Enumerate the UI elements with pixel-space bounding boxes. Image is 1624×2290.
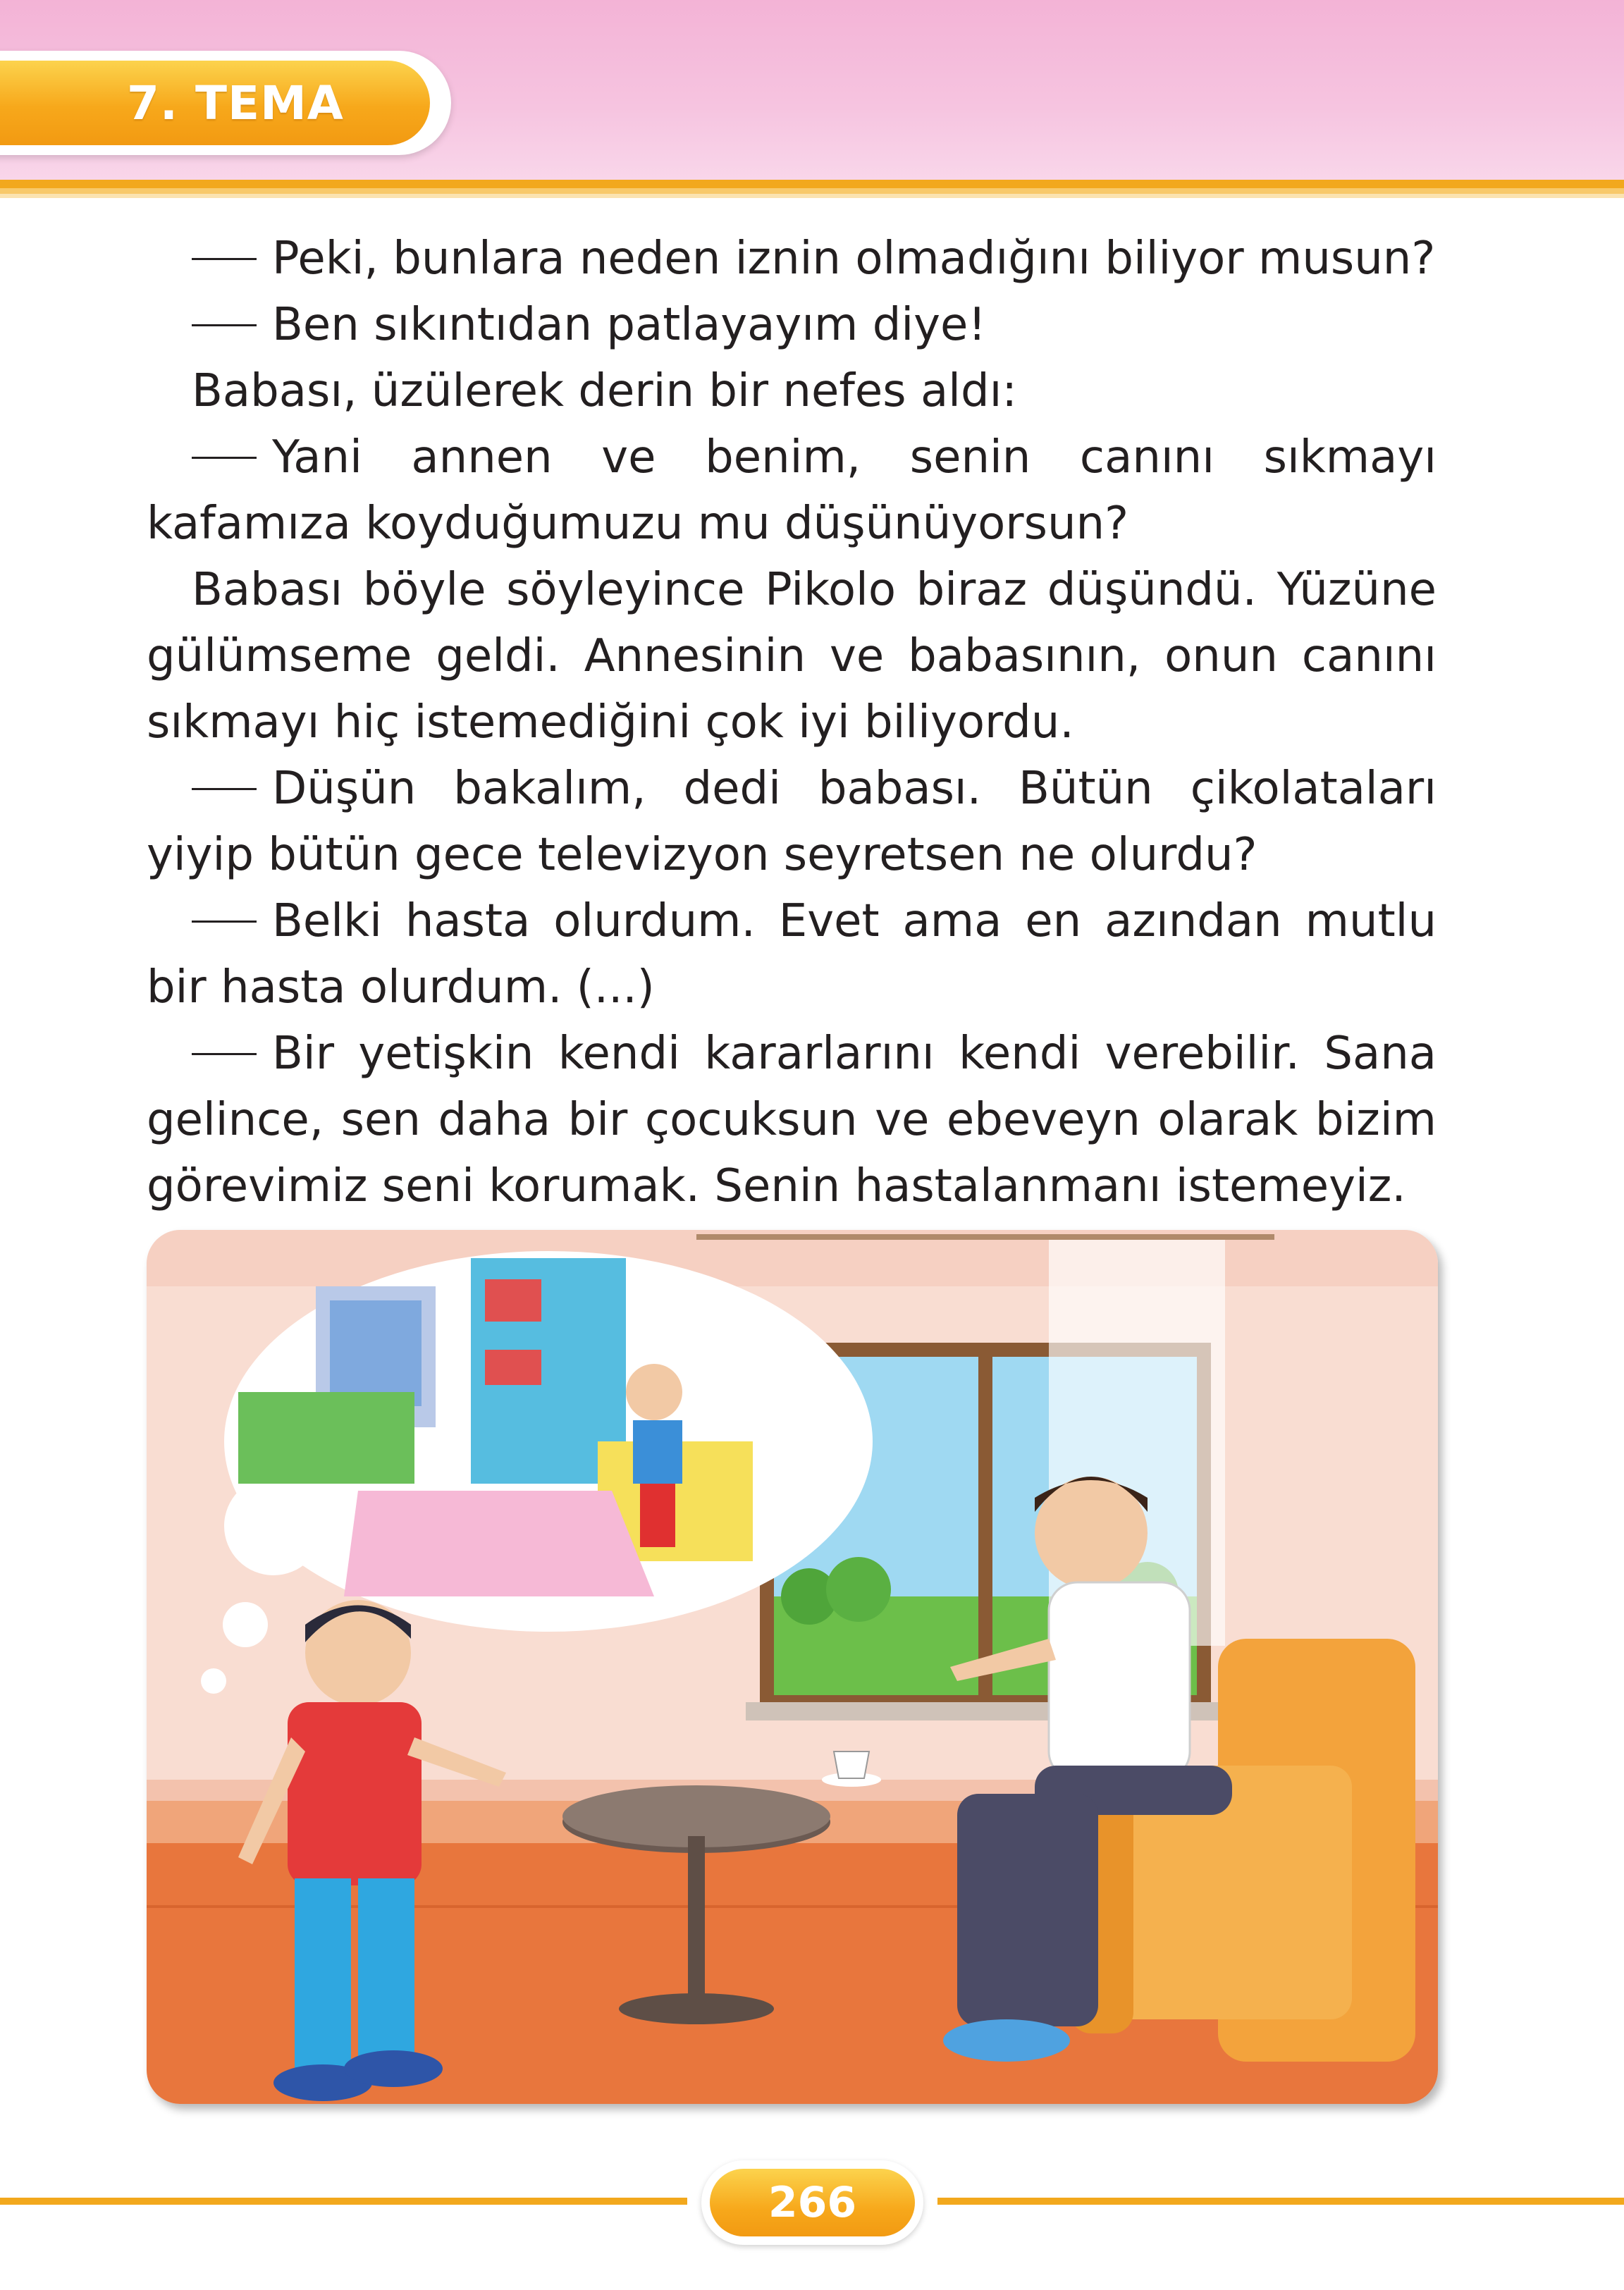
dialogue-dash [192, 788, 257, 790]
dialogue-dash [192, 457, 257, 459]
paragraph-text: Düşün bakalım, dedi babası. Bütün çikolataları yiyip bütün gece televizyon seyretsen ne olurdu? [147, 763, 1437, 881]
paragraph-3 [147, 358, 1437, 424]
header-divider-light [0, 188, 1624, 194]
theme-badge [0, 51, 451, 155]
page-number-badge [701, 2160, 923, 2245]
page-number: 266 [710, 2169, 915, 2236]
illustration-scene [147, 1230, 1438, 2104]
paragraph-text: Belki hasta olurdum. Evet ama en azından mutlu bir hasta olurdum. (...) [147, 895, 1437, 1014]
paragraph-text: Babası, üzülerek derin bir nefes aldı: [192, 365, 1017, 417]
paragraph-text: Babası böyle söyleyince Pikolo biraz düşündü. Yüzüne gülümseme geldi. Annesinin ve babasının, onun canını sıkmayı hiç istemediğini çok iyi biliyordu. [147, 564, 1437, 749]
dialogue-dash [192, 258, 257, 260]
theme-label: 7. TEMA [127, 75, 344, 130]
paragraph-text: Bir yetişkin kendi kararlarını kendi verebilir. Sana gelince, sen daha bir çocuksun ve ebeveyn olarak bizim görevimiz seni korumak. Senin hastalanmanı istemeyiz. [147, 1028, 1437, 1212]
theme-badge-fill [0, 61, 430, 145]
dialogue-dash [192, 324, 257, 326]
paragraph-7 [147, 888, 1437, 1021]
paragraph-1 [147, 226, 1437, 292]
header-divider-pale [0, 194, 1624, 198]
footer-line-left [0, 2198, 687, 2205]
header-divider [0, 180, 1624, 188]
paragraph-8 [147, 1021, 1437, 1219]
paragraph-5 [147, 557, 1437, 756]
dialogue-dash [192, 1053, 257, 1055]
paragraph-6 [147, 756, 1437, 888]
paragraph-2 [147, 292, 1437, 358]
footer-line-right [937, 2198, 1624, 2205]
paragraph-text: Yani annen ve benim, senin canını sıkmayı kafamıza koyduğumuzu mu düşünüyorsun? [147, 431, 1437, 550]
paragraph-4 [147, 424, 1437, 557]
paragraph-text: Peki, bunlara neden iznin olmadığını biliyor musun? [272, 233, 1436, 285]
story-illustration [147, 1230, 1438, 2104]
paragraph-text: Ben sıkıntıdan patlayayım diye! [272, 299, 987, 351]
dialogue-dash [192, 921, 257, 923]
story-text [147, 226, 1437, 1219]
